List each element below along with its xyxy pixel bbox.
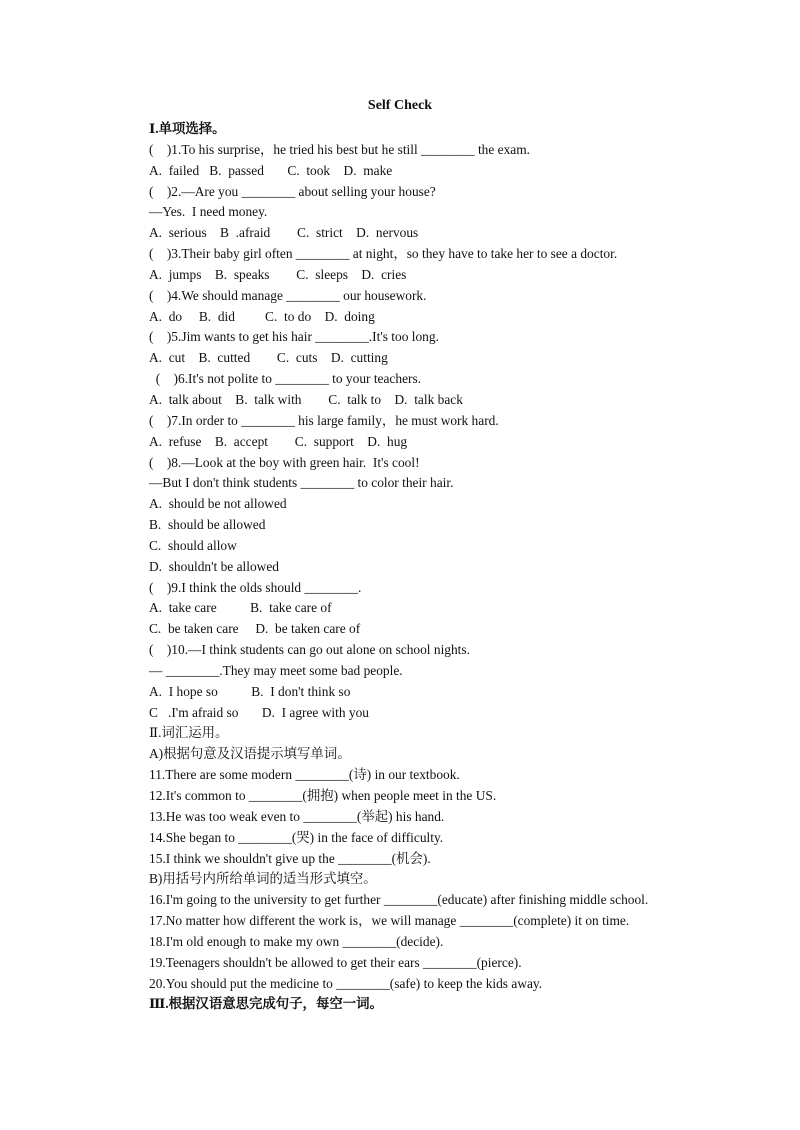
- text-line: 14.She began to ________(哭) in the face of difficulty.: [149, 829, 444, 845]
- text-line: 12.It's common to ________(拥抱) when people meet in the US.: [149, 788, 497, 803]
- text-line: — ________.They may meet some bad people.: [149, 662, 403, 678]
- text-line: ( )3.Their baby girl often ________ at night，so they have to take her to see a doctor.: [149, 246, 618, 262]
- text-line: A. I hope so B. I don't think so: [149, 683, 351, 699]
- text-line: 15.I think we shouldn't give up the ________(机会).: [149, 850, 431, 866]
- text-line: 16.I'm going to the university to get further ________(educate) after finishing middle school.: [149, 892, 649, 908]
- text-line: 20.You should put the medicine to ________(safe) to keep the kids away.: [149, 975, 543, 991]
- text-line: A)根据句意及汉语提示填写单词。: [149, 746, 351, 762]
- text-line: ( )8.—Look at the boy with green hair. It's cool!: [149, 454, 420, 470]
- text-line: Ⅰ.单项选择。: [149, 121, 226, 136]
- text-line: A. should be not allowed: [149, 496, 287, 512]
- text-line: 17.No matter how different the work is，we will manage ________(complete) it on time.: [149, 913, 630, 929]
- text-line: —But I don't think students ________ to color their hair.: [149, 475, 454, 491]
- text-line: Ⅲ.根据汉语意思完成句子，每空一词。: [149, 996, 383, 1012]
- text-line: A. talk about B. talk with C. talk to D. talk back: [149, 391, 463, 407]
- text-line: ( )6.It's not polite to ________ to your teachers.: [149, 371, 422, 387]
- text-line: ( )7.In order to ________ his large family，he must work hard.: [149, 412, 499, 428]
- text-line: A. cut B. cutted C. cuts D. cutting: [149, 350, 388, 366]
- text-line: C. be taken care D. be taken care of: [149, 621, 361, 637]
- text-line: ( )5.Jim wants to get his hair ________.It's too long.: [149, 329, 439, 345]
- text-line: ( )10.—I think students can go out alone on school nights.: [149, 642, 470, 658]
- text-line: A. refuse B. accept C. support D. hug: [149, 433, 408, 449]
- text-line: 11.There are some modern ________(诗) in our textbook.: [149, 767, 460, 783]
- text-line: ( )9.I think the olds should ________.: [149, 579, 362, 595]
- text-line: —Yes. I need money.: [149, 204, 268, 220]
- text-line: D. shouldn't be allowed: [149, 558, 279, 574]
- text-line: A. take care B. take care of: [149, 600, 332, 616]
- text-line: A. serious B .afraid C. strict D. nervous: [149, 225, 419, 241]
- text-line: C. should allow: [149, 537, 237, 553]
- text-line: B. should be allowed: [149, 517, 266, 533]
- text-line: 19.Teenagers shouldn't be allowed to get their ears ________(pierce).: [149, 954, 522, 970]
- text-line: ( )1.To his surprise，he tried his best but he still ________ the exam.: [149, 141, 531, 157]
- document-body: [149, 119, 769, 1015]
- text-line: 13.He was too weak even to ________(举起) his hand.: [149, 808, 445, 824]
- text-line: Ⅱ.词汇运用。: [149, 725, 229, 741]
- text-line: A. jumps B. speaks C. sleeps D. cries: [149, 266, 407, 282]
- text-line: A. do B. did C. to do D. doing: [149, 308, 375, 324]
- text-line: ( )2.—Are you ________ about selling your house?: [149, 183, 436, 199]
- text-line: ( )4.We should manage ________ our housework.: [149, 287, 427, 303]
- text-line: C .I'm afraid so D. I agree with you: [149, 704, 369, 720]
- text-line: A. failed B. passed C. took D. make: [149, 162, 393, 178]
- text-line: 18.I'm old enough to make my own ________(decide).: [149, 933, 444, 949]
- text-line: B)用括号内所给单词的适当形式填空。: [149, 871, 377, 887]
- page-title: Self Check: [367, 98, 433, 113]
